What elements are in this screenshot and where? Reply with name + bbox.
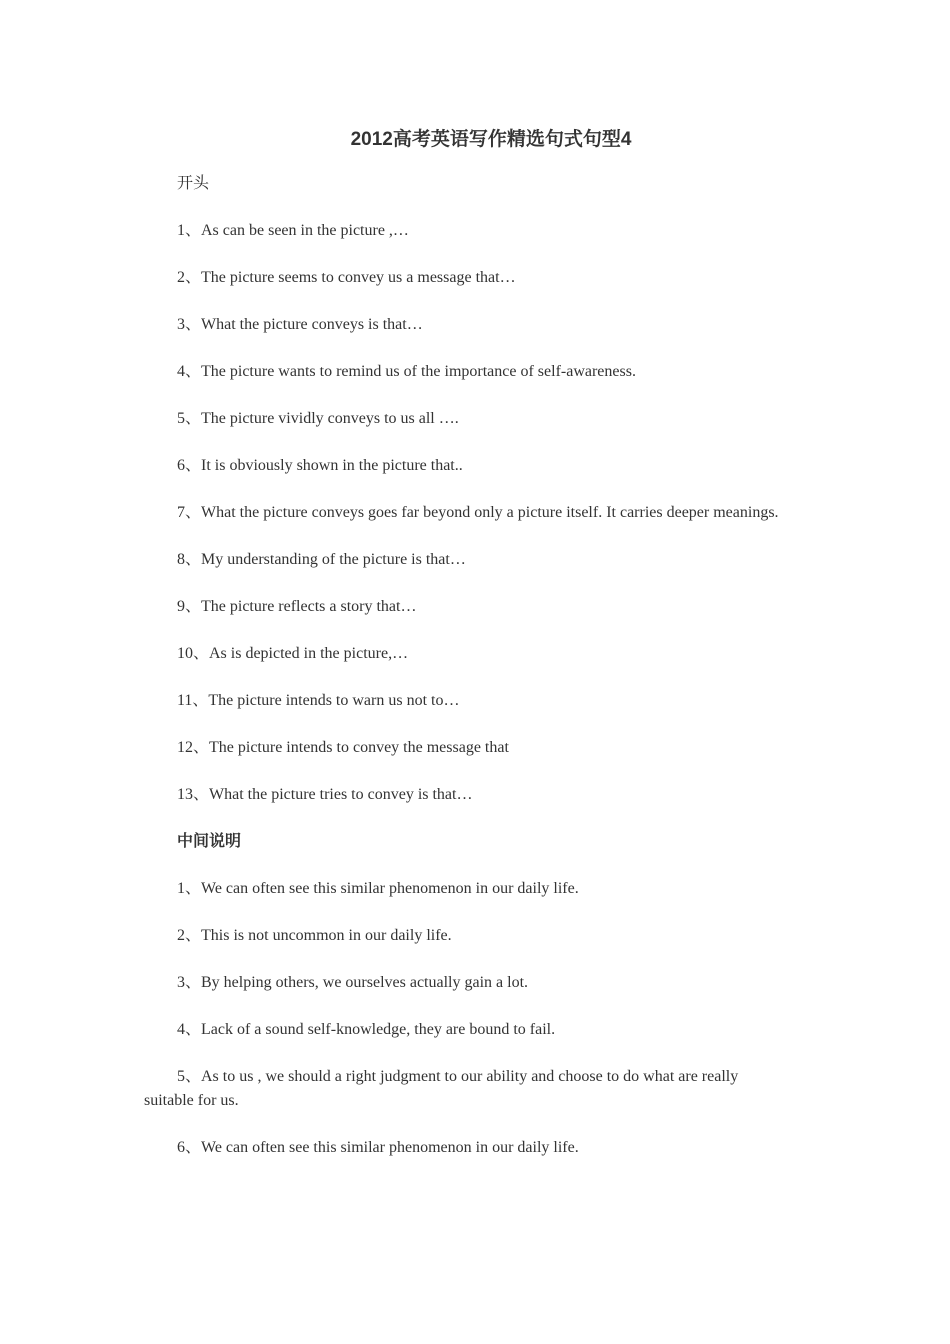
middle-item-5: 5、As to us , we should a right judgment to our ability and choose to do what are really suitable for us.: [144, 1068, 739, 1109]
middle-item-6: 6、We can often see this similar phenomenon in our daily life.: [177, 1139, 579, 1156]
middle-item-4: 4、Lack of a sound self-knowledge, they are bound to fail.: [177, 1021, 556, 1038]
opening-item-13: 13、What the picture tries to convey is that…: [177, 786, 473, 803]
document-body: [144, 172, 808, 1183]
middle-item-2: 2、This is not uncommon in our daily life.: [177, 927, 452, 944]
opening-item-11: 11、The picture intends to warn us not to…: [177, 692, 460, 709]
opening-item-7: 7、What the picture conveys goes far beyond only a picture itself. It carries deeper meanings.: [177, 504, 779, 521]
opening-item-3: 3、What the picture conveys is that…: [177, 316, 423, 333]
opening-item-12: 12、The picture intends to convey the message that: [177, 739, 509, 756]
section-heading-opening: 开头: [177, 175, 210, 192]
opening-item-6: 6、It is obviously shown in the picture that..: [177, 457, 463, 474]
opening-item-4: 4、The picture wants to remind us of the importance of self-awareness.: [177, 363, 636, 380]
opening-item-5: 5、The picture vividly conveys to us all ….: [177, 410, 459, 427]
opening-item-2: 2、The picture seems to convey us a message that…: [177, 269, 516, 286]
document-title: 2012高考英语写作精选句式句型4: [350, 129, 632, 150]
middle-item-1: 1、We can often see this similar phenomenon in our daily life.: [177, 880, 579, 897]
middle-item-3: 3、By helping others, we ourselves actually gain a lot.: [177, 974, 529, 991]
opening-item-8: 8、My understanding of the picture is that…: [177, 551, 466, 568]
opening-item-9: 9、The picture reflects a story that…: [177, 598, 417, 615]
opening-item-1: 1、As can be seen in the picture ,…: [177, 222, 409, 239]
section-heading-middle: 中间说明: [177, 833, 242, 850]
opening-item-10: 10、As is depicted in the picture,…: [177, 645, 409, 662]
